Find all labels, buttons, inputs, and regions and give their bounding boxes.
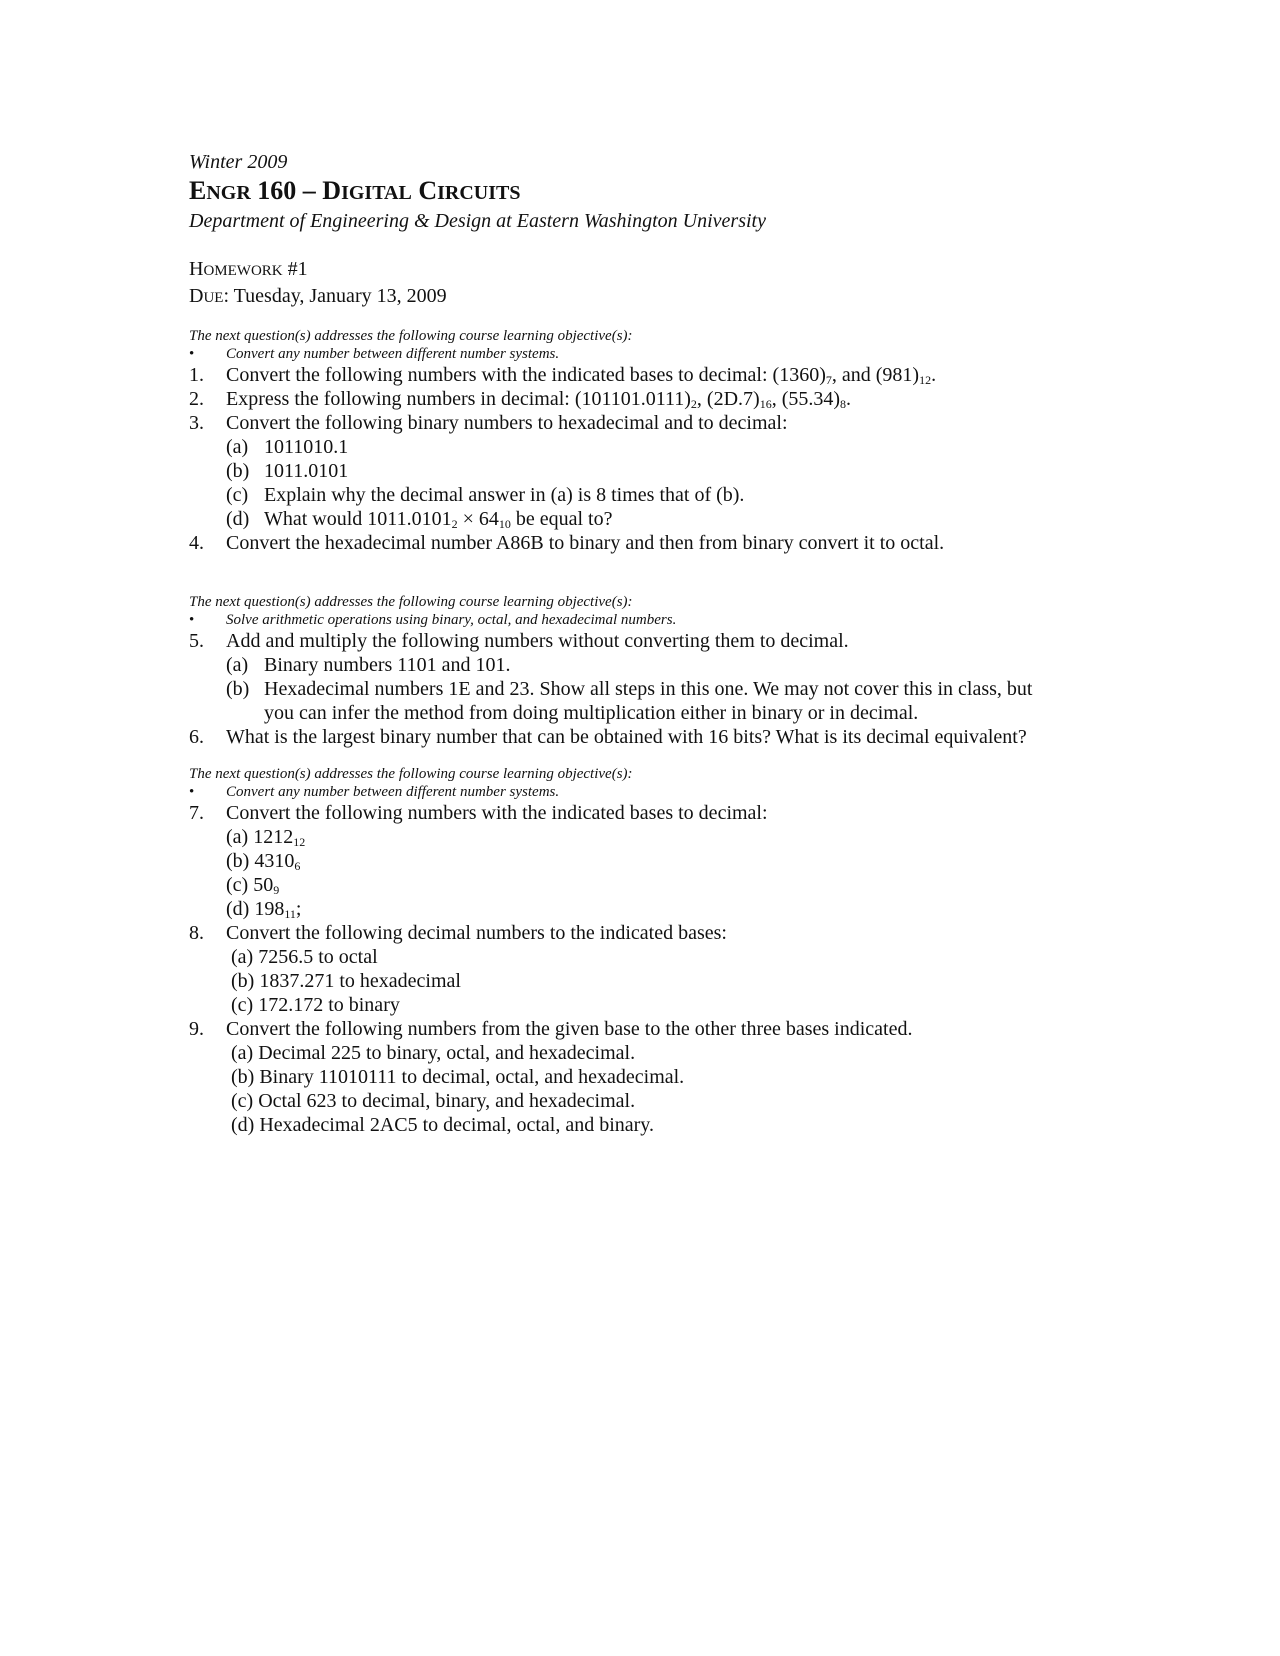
question-4: 4. Convert the hexadecimal number A86B to binary and then from binary convert it to octal.: [189, 532, 945, 554]
question-8: 8. Convert the following decimal numbers to the indicated bases:: [189, 922, 727, 944]
question-9: 9. Convert the following numbers from the given base to the other three bases indicated.: [189, 1018, 913, 1040]
question-3a: (a) 1011010.1: [226, 436, 349, 458]
objective-item: • Convert any number between different number systems.: [189, 784, 560, 800]
bullet: •: [189, 346, 195, 362]
question-8b: (b) 1837.271 to hexadecimal: [231, 970, 461, 992]
objective-item: • Solve arithmetic operations using binary, octal, and hexadecimal numbers.: [189, 612, 677, 628]
question-5b: (b) Hexadecimal numbers 1E and 23. Show all steps in this one. We may not cover this in class, but: [226, 678, 1033, 700]
question-7: 7. Convert the following numbers with the indicated bases to decimal:: [189, 802, 768, 824]
objective-item: • Convert any number between different number systems.: [189, 346, 560, 362]
question-8c: (c) 172.172 to binary: [231, 994, 400, 1016]
term: Winter 2009: [189, 151, 288, 173]
objective-section-3: [189, 765, 1089, 1137]
question-3b: (b) 1011.0101: [226, 460, 349, 482]
question-9d: (d) Hexadecimal 2AC5 to decimal, octal, and binary.: [231, 1114, 654, 1136]
question-9b: (b) Binary 11010111 to decimal, octal, and hexadecimal.: [231, 1066, 685, 1088]
question-3: 3. Convert the following binary numbers to hexadecimal and to decimal:: [189, 412, 788, 434]
question-7a: (a) $1212_{12}$: [226, 826, 306, 849]
question-1: 1. Convert the following numbers with the indicated bases to decimal: $(1360)_7$, and $(981)_{12}$.: [189, 364, 937, 387]
question-7b: (b) $4310_6$: [226, 850, 301, 873]
question-7d: (d) $198_{11}$;: [226, 898, 302, 921]
question-7c: (c) $50_9$: [226, 874, 280, 897]
course-title: ENGR 160 – DIGITAL CIRCUITS: [189, 176, 521, 205]
question-9a: (a) Decimal 225 to binary, octal, and hexadecimal.: [231, 1042, 636, 1064]
question-9c: (c) Octal 623 to decimal, binary, and hexadecimal.: [231, 1090, 636, 1112]
question-6: 6. What is the largest binary number that can be obtained with 16 bits? What is its decimal equivalent?: [189, 726, 1027, 748]
bullet: •: [189, 784, 195, 800]
objective-intro: The next question(s) addresses the following course learning objective(s):: [189, 328, 633, 344]
department: Department of Engineering & Design at Eastern Washington University: [189, 210, 766, 232]
objective-intro: The next question(s) addresses the following course learning objective(s):: [189, 766, 633, 782]
question-5a: (a) Binary numbers 1101 and 101.: [226, 654, 511, 676]
objective-section-1: [189, 327, 1089, 555]
question-3c: (c) Explain why the decimal answer in (a) is 8 times that of (b).: [226, 484, 745, 506]
homework-title: HOMEWORK #1: [189, 258, 308, 280]
document-content: [189, 150, 1089, 1137]
question-3d: (d) What would $1011.0101_2 \times 64_{10}$ be equal to?: [226, 508, 613, 531]
question-5: 5. Add and multiply the following numbers without converting them to decimal.: [189, 630, 849, 652]
objective-section-2: [189, 593, 1089, 749]
question-2: 2. Express the following numbers in decimal: $(101101.0111)_2$, $(2D.7)_{16}$, $(55.34)_8$.: [189, 388, 852, 411]
objective-intro: The next question(s) addresses the following course learning objective(s):: [189, 594, 633, 610]
question-8a: (a) 7256.5 to octal: [231, 946, 378, 968]
bullet: •: [189, 612, 195, 628]
question-5b-cont: you can infer the method from doing multiplication either in binary or in decimal.: [264, 702, 919, 724]
due-date: DUE: Tuesday, January 13, 2009: [189, 285, 447, 307]
